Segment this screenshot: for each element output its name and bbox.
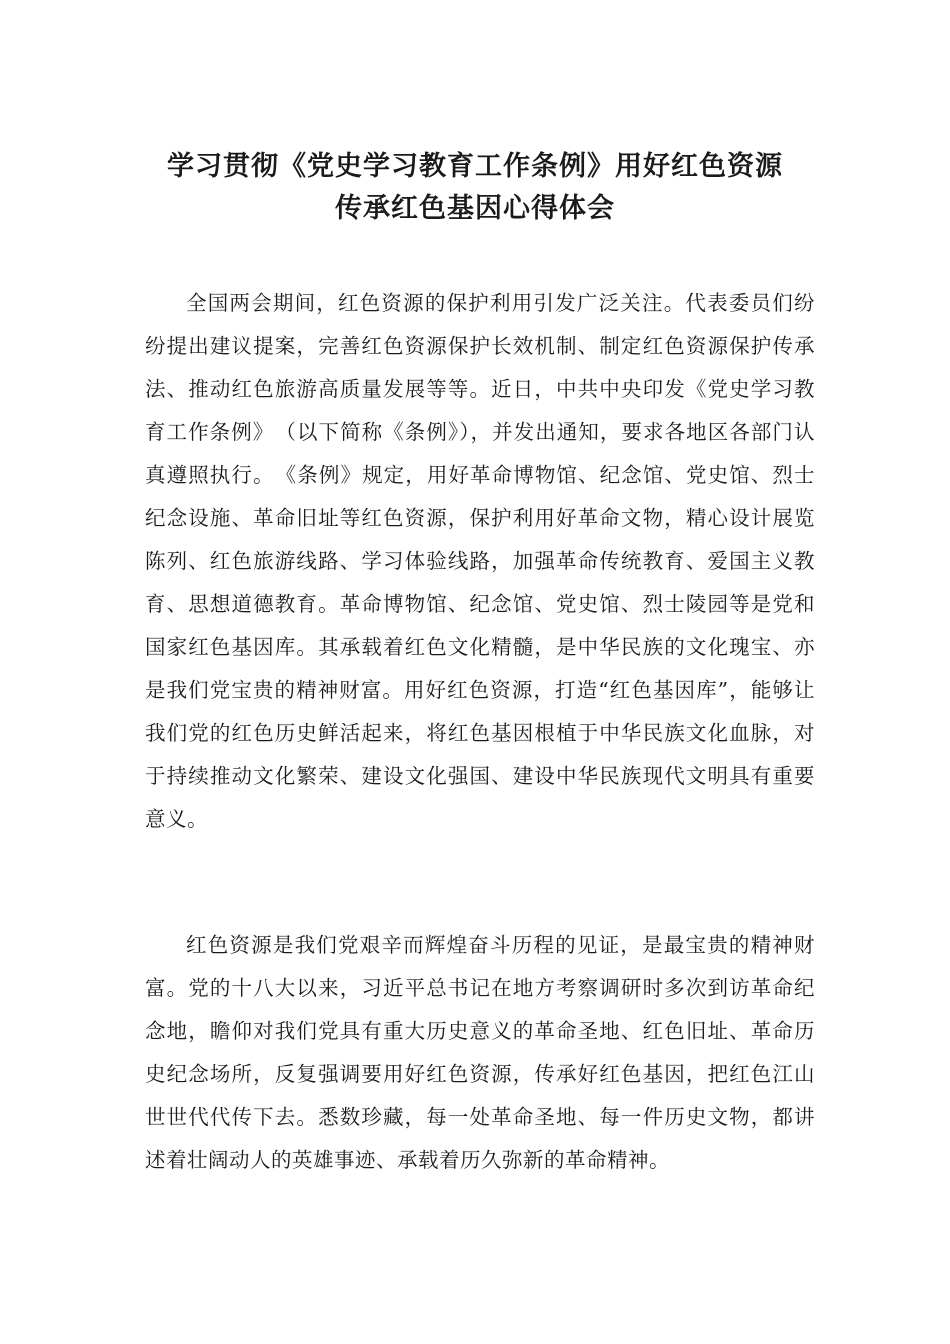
document-title <box>0 146 950 230</box>
title-line-2: 传承红色基因心得体会 <box>335 193 615 224</box>
body-paragraph-2: 红色资源是我们党艰辛而辉煌奋斗历程的见证，是最宝贵的精神财富。党的十八大以来，习近平总书记在地方考察调研时多次到访革命纪念地，瞻仰对我们党具有重大历史意义的革命圣地、红色旧址、革命历史纪念场所，反复强调要用好红色资源，传承好红色基因，把红色江山世世代代传下去。悉数珍藏，每一处革命圣地、每一件历史文物，都讲述着壮阔动人的英雄事迹、承载着历久弥新的革命精神。 <box>145 933 815 1172</box>
body-paragraph-1: 全国两会期间，红色资源的保护利用引发广泛关注。代表委员们纷纷提出建议提案，完善红色资源保护长效机制、制定红色资源保护传承法、推动红色旅游高质量发展等等。近日，中共中央印发《党史学习教育工作条例》 （以下简称《条例》），并发出通知，要求各地区各部门认真遵照执行。 《条例》规定，用好革命博物馆、纪念馆、党史馆、烈士纪念设施、革命旧址等红色资源，保护利用好革命文物，精心设计展览陈列、红色旅游线路、学习体验线路，加强革命传统教育、爱国主义教育、思想道德教育。革命博物馆、纪念馆、党史馆、烈士陵园等是党和国家红色基因库。其承载着红色文化精髓，是中华民族的文化瑰宝、亦是我们党宝贵的精神财富。用好红色资源，打造“红色基因库”，能够让我们党的红色历史鲜活起来，将红色基因根植于中华民族文化血脉，对于持续推动文化繁荣、建设文化强国、建设中华民族现代文明具有重要意义。 <box>145 291 815 831</box>
title-line-1: 学习贯彻《党史学习教育工作条例》用好红色资源 <box>167 151 783 182</box>
